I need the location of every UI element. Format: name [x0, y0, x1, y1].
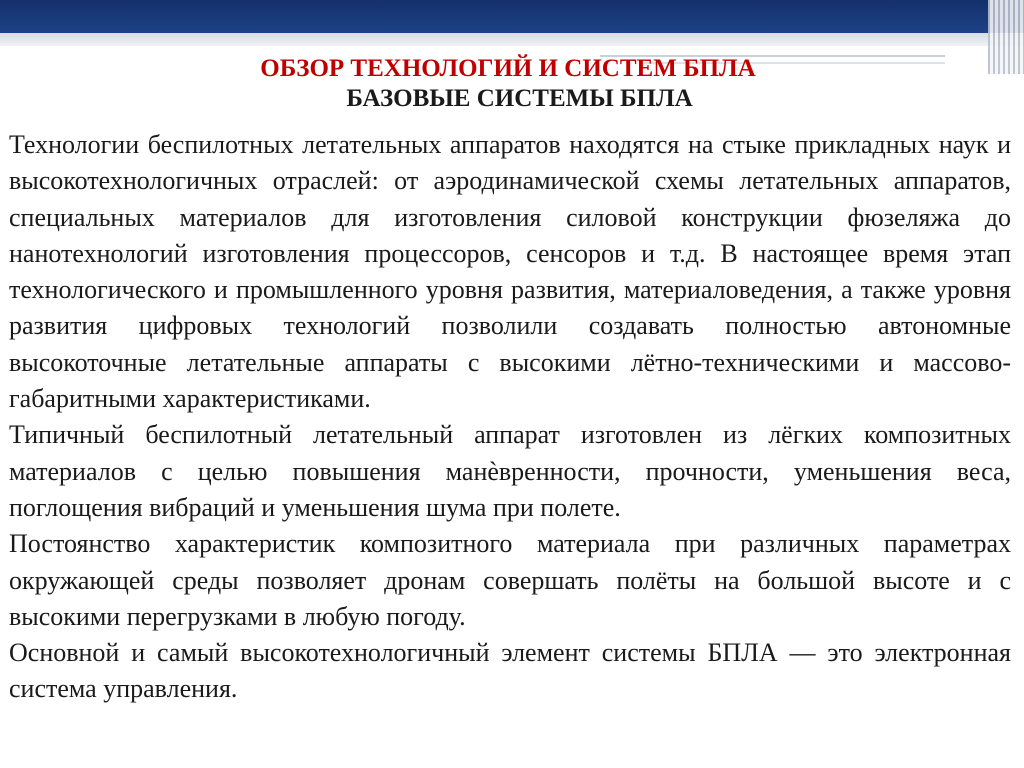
header-light-band	[0, 33, 1024, 46]
title-block	[0, 54, 1024, 114]
slide-title: ОБЗОР ТЕХНОЛОГИЙ И СИСТЕМ БПЛА	[260, 55, 756, 82]
paragraph-technologies: Технологии беспилотных летательных аппаратов находятся на стыке прикладных наук и высокотехнологичных отраслей: от аэродинамической схемы летательных аппаратов, специальных материалов для изготовления силовой конструкции фюзеляжа до нанотехнологий изготовления процессоров, сенсоров и т.д. В настоящее время этап технологического и промышленного уровня развития, материаловедения, а также уровня развития цифровых технологий позволили создавать полностью автономные высокоточные летательные аппараты с высокими лётно-техническими и массово-габаритными характеристиками.	[9, 130, 1011, 414]
paragraph-control-system: Основной и самый высокотехнологичный элемент системы БПЛА — это электронная система управления.	[9, 638, 1011, 704]
paragraph-typical-uav: Типичный беспилотный летательный аппарат изготовлен из лёгких композитных материалов с целью повышения манѐвренности, прочности, уменьшения веса, поглощения вибраций и уменьшения шума при полете.	[9, 420, 1011, 522]
slide-subtitle: БАЗОВЫЕ СИСТЕМЫ БПЛА	[346, 85, 693, 112]
header-band	[0, 0, 1024, 33]
paragraph-composite-stability: Постоянство характеристик композитного материала при различных параметрах окружающей среды позволяет дронам совершать полёты на большой высоте и с высокими перегрузками в любую погоду.	[9, 529, 1011, 631]
slide-body	[9, 127, 1011, 708]
